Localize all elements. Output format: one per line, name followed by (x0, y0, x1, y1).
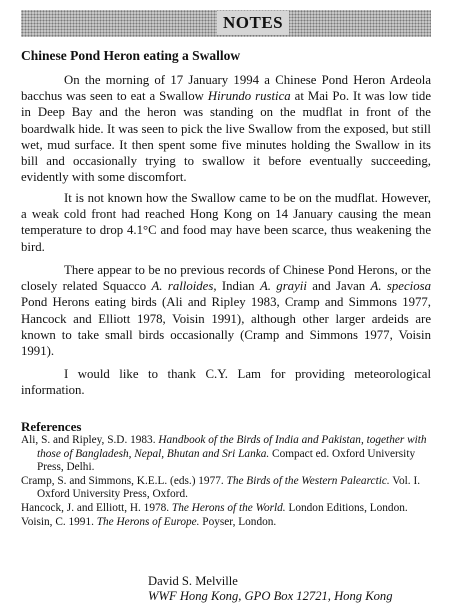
body-paragraph: There appear to be no previous records of Chinese Pond Herons, or the closely related Squacco A. ralloides, Indian A. grayii and Javan A. speciosa Pond Herons eating birds (Ali and Ripley 1983, Cramp and Simmons 1977, Hancock and Elliott 1978, Voisin 1991), although other larger ardeids are known to take small birds occasionally (Cramp and Simmons 1977, Voisin 1991). (21, 263, 431, 359)
italic-run: Hirundo rustica (207, 89, 291, 104)
reference-item: Ali, S. and Ripley, S.D. 1983. Handbook of the Birds of India and Pakistan, together with those of Bangladesh, Nepal, Bhutan and Sri Lanka. Compact ed. Oxford University Press, Delhi. (21, 434, 427, 474)
italic-run: The Herons of Europe. (96, 515, 200, 528)
section-title: NOTES (217, 11, 289, 35)
notes-banner (21, 10, 431, 37)
body-paragraph: It is not known how the Swallow came to be on the mudflat. However, a weak cold front had reached Hong Kong on 14 January causing the mean temperature to drop 4.1°C and food may have been scarce, thus weakening the bird. (21, 191, 431, 254)
references-heading: References (21, 419, 82, 434)
italic-run: A. speciosa (370, 279, 431, 294)
acknowledgement-paragraph: I would like to thank C.Y. Lam for providing meteorological information. (21, 367, 431, 398)
italic-run: The Herons of the World. (171, 501, 286, 514)
author-name: David S. Melville (148, 574, 238, 588)
reference-item: Voisin, C. 1991. The Herons of Europe. Poyser, London. (21, 515, 277, 528)
author-affiliation: WWF Hong Kong, GPO Box 12721, Hong Kong (148, 589, 393, 603)
italic-run: A. grayii (259, 279, 307, 294)
reference-item: Cramp, S. and Simmons, K.E.L. (eds.) 1977. The Birds of the Western Palearctic. Vol. I. Oxford University Press, Oxford. (21, 474, 421, 501)
italic-run: Handbook of the Birds of India and Pakistan, together with those of Bangladesh, Nepal, Bhutan and Sri Lanka. (37, 434, 427, 460)
italic-run: A. ralloides (151, 279, 214, 294)
italic-run: The Birds of the Western Palearctic. (226, 474, 390, 487)
body-paragraph: On the morning of 17 January 1994 a Chinese Pond Heron Ardeola bacchus was seen to eat a Swallow Hirundo rustica at Mai Po. It was low tide in Deep Bay and the heron was standing on the mudflat in front of the boardwalk hide. It was seen to pick the live Swallow from the exposed, but still wet, mud surface. It then spent some five minutes holding the Swallow in its bill and occasionally trying to swallow it before eventually succeeding, evidently with some discomfort. (21, 73, 431, 185)
references-list (21, 434, 439, 529)
article-title: Chinese Pond Heron eating a Swallow (21, 48, 241, 63)
reference-item: Hancock, J. and Elliott, H. 1978. The Herons of the World. London Editions, London. (21, 501, 408, 514)
